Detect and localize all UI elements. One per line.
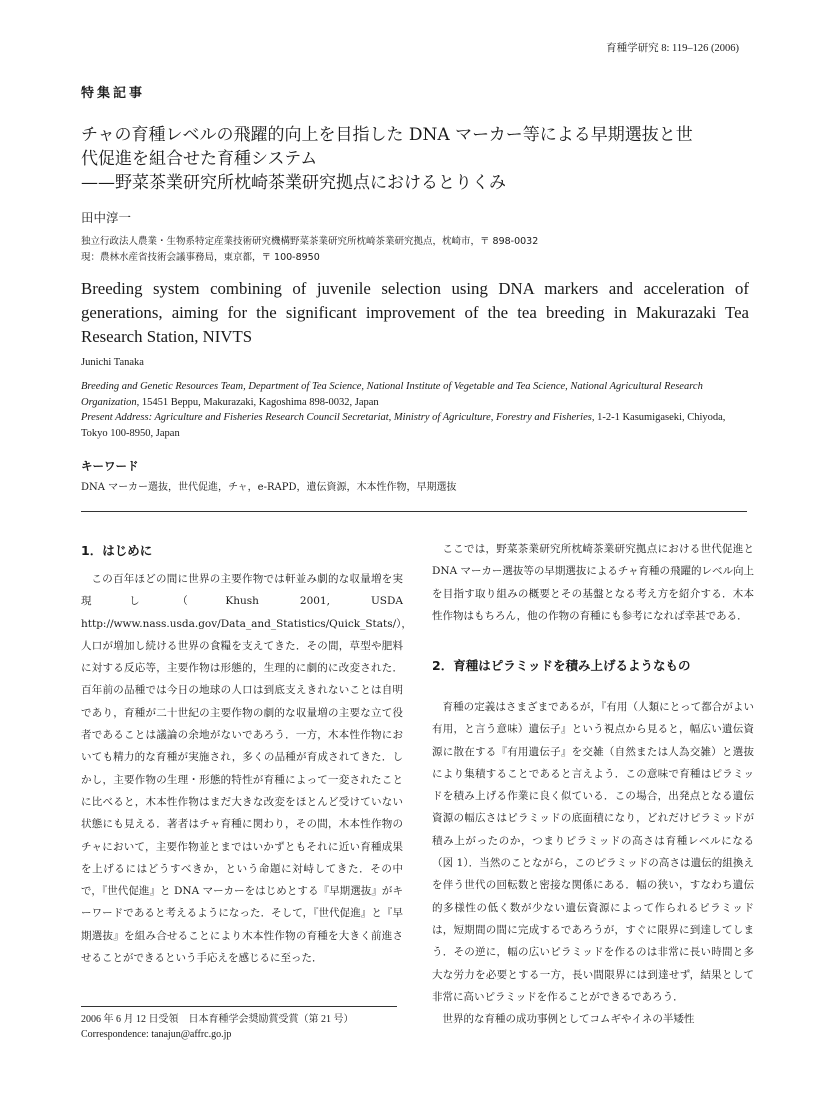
section-2-paragraph-1: 育種の定義はさまざまであるが，『有用（人類にとって都合がよい有用，と言う意味）遺伝子』という視点から見ると，幅広い遺伝資源に散在する『有用遺伝子』を交雑（自然または人為交雑）と選抜により集積することであると言えよう．この意味で育種はピラミッドを積み上げる作業に良く似ている．この場合，出発点となる遺伝資源の幅広さはピラミッドの底面積になり，どれだけピラミッドが積み上がったのか，つまりピラミッドの高さは育種レベルになる（図 1）．当然のことながら，このピラミッドの高さは遺伝的組換えを伴う世代の回転数と密接な関係にある．幅の狭い，すなわち遺伝的多様性の低く数が少ない遺伝資源によって作られるピラミッドは，短期間の間に完成するであろうが，すぐに限界に到達してしまう．その逆に，幅の広いピラミッドを作るのは非常に長い時間と多大な労力を必要とする一方，長い間限界には到達せず，結果として非常に高いピラミッドを作ることができるであろう． [432,701,754,1003]
footnote-correspondence: Correspondence: tanajun@affrc.go.jp [81,1029,232,1040]
english-affiliation-present [81,410,747,441]
footnote-divider [81,1006,397,1007]
japanese-affiliation-line-2: 現：農林水産省技術会議事務局，東京都，〒 100-8950 [81,252,320,263]
japanese-affiliation-line-1: 独立行政法人農業・生物系特定産業技術研究機構野菜茶業研究所枕崎茶業研究拠点，枕崎市，〒 898-0032 [81,236,539,247]
japanese-title [81,123,746,195]
footnote-received: 2006 年 6 月 12 日受領 日本育種学会奨励賞受賞（第 21 号） [81,1014,354,1025]
english-affiliation [81,379,747,441]
japanese-affiliation [81,234,538,266]
present-address-organization: : Agriculture and Fisheries Research Council Secretariat, Ministry of Agriculture, Forestry and Fisheries, [148,412,595,423]
section-1-paragraph-1: この百年ほどの間に世界の主要作物では軒並み劇的な収量増を実現し（Khush 2001, USDA http://www.nass.usda.gov/Data_and_Statistics/Quick_Stats/），人口が増加し続ける世界の食糧を支えてきた．その間，草型や肥料に対する反応等，主要作物は形態的，生理的に劇的に改変された．百年前の品種では今日の地球の人口は到底支えきれないことは自明であり，育種が二十世紀の主要作物の劇的な収量増の主要な立て役者であることは議論の余地がないであろう．一方，木本性作物においても精力的な育種が実施され，多くの品種が育成されてきた．しかし，主要作物の生理・形態的特性が育種によって一変されたことに比べると，木本性作物はまだ大きな改変をほとんど受けていない状態にも見える．著者はチャ育種に関わり，その間，木本性作物のチャにおいて，主要作物並とまではいかずともそれに近い育種成果を上げるにはどうすべきか，という命題に対峙してきた．その中で，『世代促進』と DNA マーカーをはじめとする『早期選抜』がキーワードであると考えるようになった．そして，『世代促進』と『早期選抜』を組み合せることにより木本性作物の育種を大きく前進させることができるという手応えを感じるに至った． [81,573,412,965]
section-1-heading: 1．はじめに [81,543,153,558]
english-affiliation-address: 15451 Beppu, Makurazaki, Kagoshima 898-0032, Japan [139,396,379,408]
journal-reference: 育種学研究 8: 119–126 (2006) [606,43,739,54]
japanese-author: 田中淳一 [81,210,132,225]
section-2-paragraph-2: 世界的な育種の成功事例としてコムギやイネの半矮性 [442,1013,695,1026]
present-address-location: 1-2-1 Kasumigaseki, Chiyoda, Tokyo 100-8950, Japan [81,412,726,439]
section-2-heading: 2．育種はピラミッドを積み上げるようなもの [432,658,691,673]
section-1-paragraph-2: ここでは，野菜茶業研究所枕崎茶業研究拠点における世代促進と DNA マーカー選抜等の早期選抜によるチャ育種の飛躍的レベル向上を目指す取り組みの概要とその基盤となる考え方を紹介する．木本性作物はもちろん，他の作物の育種にも参考になれば幸甚である． [432,543,755,622]
english-affiliation-team: Breeding and Genetic Resources Team, Department of Tea Science, National Institute of Vegetable and Tea Science, National Agricultural Research Organization, [81,381,703,408]
keywords-list: DNA マーカー選抜，世代促進，チャ，e-RAPD，遺伝資源，木本性作物，早期選抜 [81,482,457,493]
header-divider [81,511,747,512]
section-1-continuation [432,538,754,627]
english-author: Junichi Tanaka [81,357,144,368]
footnote [81,1012,354,1042]
japanese-title-line-3: ——野菜茶業研究所枕崎茶業研究拠点におけるとりくみ [81,173,506,193]
present-address-label: Present Address [81,412,149,423]
section-2-body [432,696,754,1030]
english-affiliation-current [81,379,747,410]
section-1-body [81,568,412,969]
japanese-title-line-1: チャの育種レベルの飛躍的向上を目指した DNA マーカー等による早期選抜と世 [81,125,693,145]
keywords-heading: キーワード [81,459,139,473]
english-title: Breeding system combining of juvenile selection using DNA markers and acceleration of generations, aiming for the significant improvement of the tea breeding in Makurazaki Tea Research Station, NIVTS [81,279,749,346]
japanese-title-line-2: 代促進を組合せた育種システム [81,149,318,169]
section-tag: 特集記事 [81,86,146,101]
